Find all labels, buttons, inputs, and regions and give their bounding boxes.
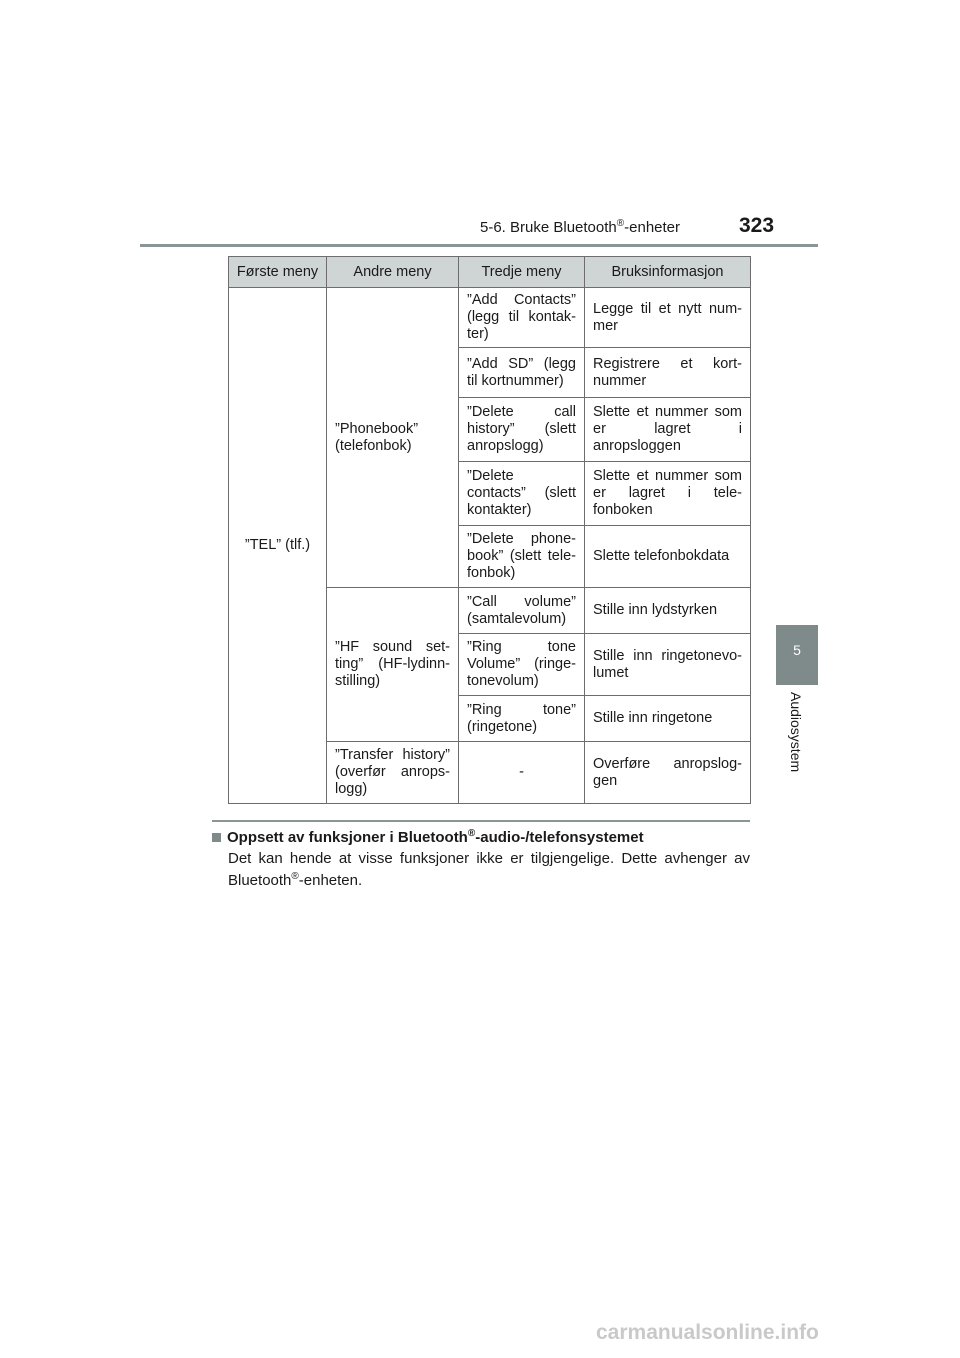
column-header: Tredje meny [459, 257, 585, 288]
third-menu-cell: ”Delete phone-book” (slett tele-fonbok) [459, 526, 585, 588]
chapter-label: Audiosystem [788, 692, 804, 773]
column-header: Bruksinformasjon [585, 257, 751, 288]
third-menu-cell: - [459, 742, 585, 804]
page-number: 323 [739, 214, 775, 237]
chapter-tab [776, 625, 818, 685]
header-title: 5-6. Bruke Bluetooth®-enheter [480, 218, 681, 236]
third-menu-cell: ”Ring tone Volume” (ringe-tonevolum) [459, 634, 585, 696]
info-cell: Registrere et kort-nummer [585, 348, 751, 398]
square-bullet-icon [212, 833, 221, 842]
chapter-number: 5 [793, 642, 801, 658]
table-header-row [229, 257, 751, 288]
third-menu-cell: ”Call volume” (samtalevolum) [459, 588, 585, 634]
third-menu-cell: ”Delete call history” (slett anropslogg) [459, 398, 585, 462]
column-header: Første meny [229, 257, 327, 288]
third-menu-cell: ”Add Contacts” (legg til kontak-ter) [459, 288, 585, 348]
info-cell: Stille inn ringetone [585, 696, 751, 742]
third-menu-cell: ”Delete contacts” (slett kontakter) [459, 462, 585, 526]
info-cell: Slette et nummer som er lagret i anropsloggen [585, 398, 751, 462]
second-menu-cell: ”HF sound set-ting” (HF-lydinn-stilling) [327, 588, 459, 742]
section-heading: Oppsett av funksjoner i Bluetooth®-audio-/telefonsystemet [212, 828, 644, 846]
info-cell: Stille inn lydstyrken [585, 588, 751, 634]
column-header: Andre meny [327, 257, 459, 288]
second-menu-cell: ”Transfer history” (overfør anrops-logg) [327, 742, 459, 804]
info-cell: Legge til et nytt num-mer [585, 288, 751, 348]
menu-table [228, 256, 751, 804]
info-cell: Slette et nummer som er lagret i tele-fonboken [585, 462, 751, 526]
section-body: Det kan hende at visse funksjoner ikke er tilgjengelige. Dette avhenger av Bluetooth®-enheten. [228, 850, 750, 889]
info-cell: Stille inn ringetonevo-lumet [585, 634, 751, 696]
first-menu-cell: ”TEL” (tlf.) [229, 288, 327, 804]
section-rule [212, 820, 750, 822]
info-cell: Slette telefonbokdata [585, 526, 751, 588]
second-menu-cell: ”Phonebook” (telefonbok) [327, 288, 459, 588]
third-menu-cell: ”Add SD” (legg til kortnummer) [459, 348, 585, 398]
third-menu-cell: ”Ring tone” (ringetone) [459, 696, 585, 742]
header-rule [140, 244, 818, 247]
table-row [229, 288, 751, 348]
info-cell: Overføre anropslog-gen [585, 742, 751, 804]
watermark: carmanualsonline.info [596, 1321, 819, 1344]
